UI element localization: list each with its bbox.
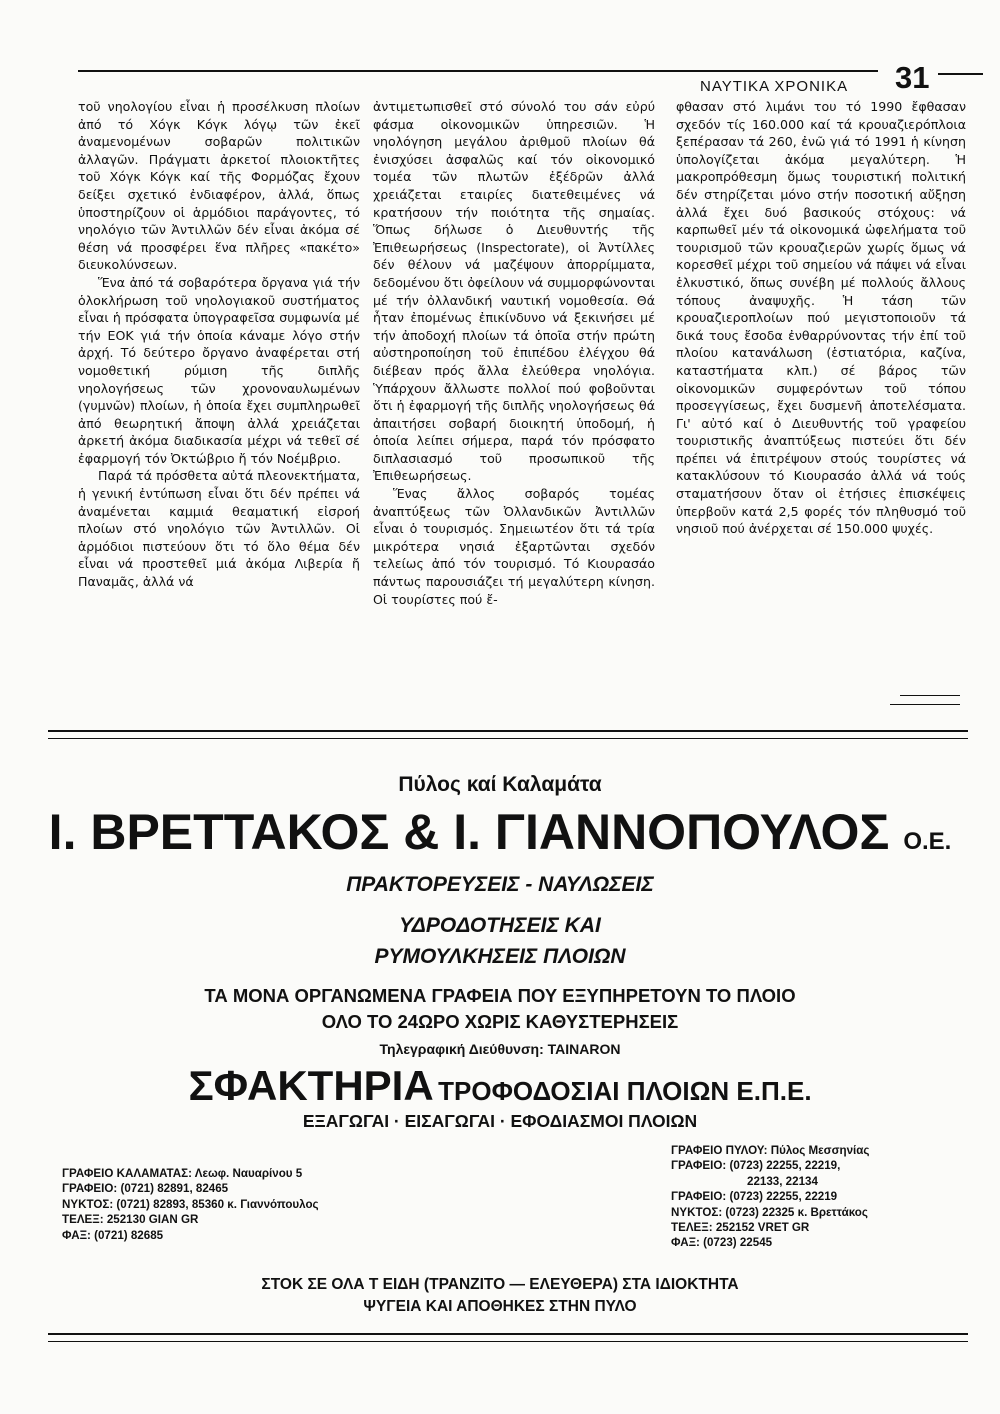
article-end-rule <box>900 695 960 696</box>
header-rule-left <box>78 70 878 72</box>
address-line: ΓΡΑΦΕΙΟ: (0721) 82891, 82465 <box>62 1182 229 1196</box>
ad-company2-services: ΕΞΑΓΩΓΑΙ · ΕΙΣΑΓΩΓΑΙ · ΕΦΟΔΙΑΣΜΟΙ ΠΛΟΙΩΝ <box>302 1111 698 1131</box>
address-line: ΓΡΑΦΕΙΟ ΠΥΛΟΥ: Πύλος Μεσσηνίας <box>671 1144 870 1157</box>
address-line: ΦΑΞ: (0721) 82685 <box>62 1228 164 1242</box>
address-line: ΤΕΛΕΞ: 252152 VRET GR <box>671 1221 810 1235</box>
ad-company-suffix: Ο.Ε. <box>903 828 952 855</box>
paragraph: φθασαν στό λιμάνι του τό 1990 ἔφθασαν σχεδόν τίς 160.000 καί τά κρουαζιερόπλοια ξεπέρασαν τά 260, ἐνῶ γιά τό 1991 ἡ κίνηση ὑπολογίζεται ἀκόμα μεγαλύτερη. Ἡ μακροπρόθεσμη ὅμως τουριστική πολιτική δέν στηρίζεται μόνο στήν ποσοτική αὔξηση ἀλλά ἔχει δυό βασικούς στόχους: νά καρπωθεῖ μέν τά οἰκονομικά ὠφελήματα τοῦ τουρισμοῦ τῶν κρουαζιερῶν χωρίς ὅμως νά κορεσθεῖ μέχρι τοῦ σημείου νά πάψει νά εἶναι ἑλκυστικό, ὅπως συνέβη μέ πολλούς ἄλλους τόπους ἀναψυχῆς. Ἡ τάση τῶν κρουαζιεροπλοίων πού μεγιστοποιοῦν τά δικά τους ἔσοδα ἐνθαρρύνοντας τήν ἐπί τοῦ πλοίου κατανάλωση (ἑστιατόρια, καζίνα, καταστήματα κλπ.) σέ βάρος τῶν οἰκονομικῶν συμφερόντων τοῦ τόπου προσεγγίσεως, ἔχει δυσμενῆ ἀποτελέσματα. Γι' αὐτό καί ὁ Διευθυντής τοῦ γραφείου τουριστικῆς ἀναπτύξεως πιστεύει ὅτι δέν πρέπει νά ἐπιτρέψουν στούς τουρίστες νά κατακλύσουν τό Κιουρασάο ἀλλά νά τούς σταματήσουν ὅταν οἱ ἐτήσιες ἐπισκέψεις ὑπερβοῦν κατά 2,5 φορές τόν πληθυσμό τοῦ νησιοῦ πού ἀνέρχεται σέ 150.000 ψυχές. <box>676 99 966 537</box>
paragraph: Παρά τά πρόσθετα αὐτά πλεονεκτήματα, ἡ γενική ἐντύπωση εἶναι ὅτι δέν πρέπει νά ἀναμένεται καμμιά θεαματική εἰσροή πλοίων στό νηολόγιο τῶν Ἀντιλλῶν. Οἱ ἁρμόδιοι πιστεύουν ὅτι τό ὅλο θέμα δέν εἶναι νά προστεθεῖ μιά ἀκόμα Λιβερία ἤ Παναμᾶς, ἀλλά νά <box>78 468 360 590</box>
ad-top-rule <box>48 730 968 732</box>
magazine-title: ΝΑΥΤΙΚΑ ΧΡΟΝΙΚΑ <box>700 78 849 95</box>
address-line: ΓΡΑΦΕΙΟ: (0723) 22255, 22219 <box>671 1190 838 1204</box>
ad-telegraph: Τηλεγραφική Διεύθυνση: TAINARON <box>379 1041 621 1057</box>
ad-location: Πύλος καί Καλαμάτα <box>398 773 602 796</box>
address-line: ΓΡΑΦΕΙΟ ΚΑΛΑΜΑΤΑΣ: Λεωφ. Ναυαρίνου 5 <box>62 1167 303 1180</box>
ad-company2-rest: ΤΡΟΦΟΔΟΣΙΑΙ ΠΛΟΙΩΝ Ε.Π.Ε. <box>438 1076 812 1106</box>
article-column-1 <box>78 98 360 591</box>
ad-services-2-line2: ΡΥΜΟΥΛΚΗΣΕΙΣ ΠΛΟΙΩΝ <box>374 945 626 968</box>
kalamata-office <box>62 1166 319 1243</box>
paragraph: Ἕνα ἀπό τά σοβαρότερα ὄργανα γιά τήν ὁλοκλήρωση τοῦ νηολογιακοῦ συστήματος εἶναι ἡ πρόσφατα ὑπογραφεῖσα συμφωνία μέ τήν ΕΟΚ γιά τήν ὁποία κάναμε λόγο στήν ἀρχή. Τό δεύτερο ὄργανο ἀναφέρεται στή νομοθετική ρύμιση τῆς διπλῆς νηολογήσεως τῶν χρονοναυλωμένων (γυμνῶν) πλοίων, ἡ ὁποία ἔχει συμπληρωθεῖ ἀπό θεωρητική ἄποψη ἀλλά χρειάζεται ἀρκετή ἀκόμα διαδικασία μέχρι νά τεθεῖ σέ ἐφαρμογή τόν Ὀκτώβριο ἤ τόν Νοέμβριο. <box>78 274 360 466</box>
address-line: ΦΑΞ: (0723) 22545 <box>671 1236 773 1250</box>
address-line: ΓΡΑΦΕΙΟ: (0723) 22255, 22219, <box>671 1159 841 1173</box>
ad-services-1: ΠΡΑΚΤΟΡΕΥΣΕΙΣ - ΝΑΥΛΩΣΕΙΣ <box>346 873 654 896</box>
page-number: 31 <box>895 60 930 95</box>
ad-company2-main: ΣΦΑΚΤΗΡΙΑ <box>188 1062 434 1109</box>
ad-company-name: Ι. ΒΡΕΤΤΑΚΟΣ & Ι. ΓΙΑΝΝΟΠΟΥΛΟΣ <box>48 804 890 860</box>
paragraph: ἀντιμετωπισθεῖ στό σύνολό του σάν εὐρύ φάσμα οἰκονομικῶν ὑπηρεσιῶν. Ἡ νηολόγηση μεγάλου ἀριθμοῦ πλοίων θά ἐνισχύσει ἀσφαλῶς καί τόν οἰκονομικό τομέα τῶν πλωτῶν ἐξέδρῶν ἀλλά χρειάζεται εταιρίες διατεθειμένες νά κρατήσουν τήν ποιότητα τῆς σημαίας. Ὅπως δήλωσε ὁ Διευθυντής τῆς Ἐπιθεωρήσεως (Inspectorate), οἱ Ἀντίλλες δέν θέλουν νά μαζέψουν ἀπορρίμματα, δεδομένου ὅτι ὀφείλουν νά συμμορφώνονται μέ τήν ὀλλανδική ναυτική νομοθεσία. Θά ἦταν ἐπομένως ἐπικίνδυνο νά ξεκινήσει μέ τήν ἀποδοχή πλοίων τά ὁποῖα στήν πρώτη αὐστηροποίηση τοῦ ἐπιπέδου ἐλέγχου θά διέβεαν πρός ἄλλα ἐλεύθερα νηολόγια. Ὑπάρχουν ἄλλωστε πολλοί πού φοβοῦνται ὅτι ἡ ἐφαρμογή τῆς διπλῆς νηολογήσεως θά ἀπαιτήσει σοβαρή διοικητή ὑποδομή, ἡ ὁποία λείπει σήμερα, παρά τόν πρόσφατο διπλασιασμό τοῦ προσωπικοῦ τῆς Ἐπιθεωρήσεως. <box>373 99 655 484</box>
ad-company-name-row <box>0 802 1000 872</box>
header-rule-right <box>938 73 983 75</box>
stock-line1: ΣΤΟΚ ΣΕ ΟΛΑ Τ ΕΙΔΗ (ΤΡΑΝΖΙΤΟ — ΕΛΕΥΘΕΡΑ) ΣΤΑ ΙΔΙΟΚΤΗΤΑ <box>261 1276 739 1293</box>
ad-claim-line2: ΟΛΟ ΤΟ 24ΩΡΟ ΧΩΡΙΣ ΚΑΘΥΣΤΕΡΗΣΕΙΣ <box>321 1011 679 1032</box>
address-line: ΝΥΚΤΟΣ: (0721) 82893, 85360 κ. Γιαννόπουλος <box>62 1197 319 1211</box>
article-end-rule <box>890 704 960 705</box>
address-line: 22133, 22134 <box>747 1174 818 1188</box>
article-column-2 <box>373 98 655 608</box>
ad-bottom-rule <box>48 1333 968 1335</box>
ad-bottom-rule <box>48 1341 968 1342</box>
paragraph: τοῦ νηολογίου εἶναι ἡ προσέλκυση πλοίων ἀπό τό Χόγκ Κόγκ λόγῳ τῶν ἐκεῖ ἀναμενομένων σοβαρῶν πολιτικῶν ἀλλαγῶν. Πράγματι ἀρκετοί πλοιοκτῆτες τοῦ Χόγκ Κόγκ καί τῆς Φορμόζας ἔχουν δείξει σχετικό ἐνδιαφέρον, ἀλλά, ὅπως ὑποστηρίζουν οἱ ἁρμόδιοι παράγοντες, τό νηολόγιο τῶν Ἀντιλλῶν δέν εἶναι ἀκόμα σέ θέση νά προσφέρει ἕνα πλῆρες «πακέτο» διευκολύνσεων. <box>78 99 360 273</box>
pylos-office <box>671 1143 869 1251</box>
article-column-3 <box>676 98 966 538</box>
stock-line2: ΨΥΓΕΙΑ ΚΑΙ ΑΠΟΘΗΚΕΣ ΣΤΗΝ ΠΥΛΟ <box>363 1298 637 1315</box>
ad-top-rule <box>48 738 968 739</box>
ad-services-2-line1: ΥΔΡΟΔΟΤΗΣΕΙΣ ΚΑΙ <box>399 914 601 937</box>
address-line: ΝΥΚΤΟΣ: (0723) 22325 κ. Βρεττάκος <box>671 1205 868 1219</box>
address-line: ΤΕΛΕΞ: 252130 GIAN GR <box>62 1213 199 1227</box>
ad-claim-line1: ΤΑ ΜΟΝΑ ΟΡΓΑΝΩΜΕΝΑ ΓΡΑΦΕΙΑ ΠΟΥ ΕΞΥΠΗΡΕΤΟΥΝ ΤΟ ΠΛΟΙΟ <box>204 985 796 1006</box>
paragraph: Ἕνας ἄλλος σοβαρός τομέας ἀναπτύξεως τῶν Ὀλλανδικῶν Ἀντιλλῶν εἶναι ὁ τουρισμός. Σημειωτέον ὅτι τά τρία μικρότερα νησιά ἐξαρτῶνται σχεδόν τελείως ἀπό τόν τουρισμό. Τό Κιουρασάο πάντως παρουσιάζει τή μεγαλύτερη κίνηση. Οἱ τουρίστες πού ἔ- <box>373 486 655 607</box>
